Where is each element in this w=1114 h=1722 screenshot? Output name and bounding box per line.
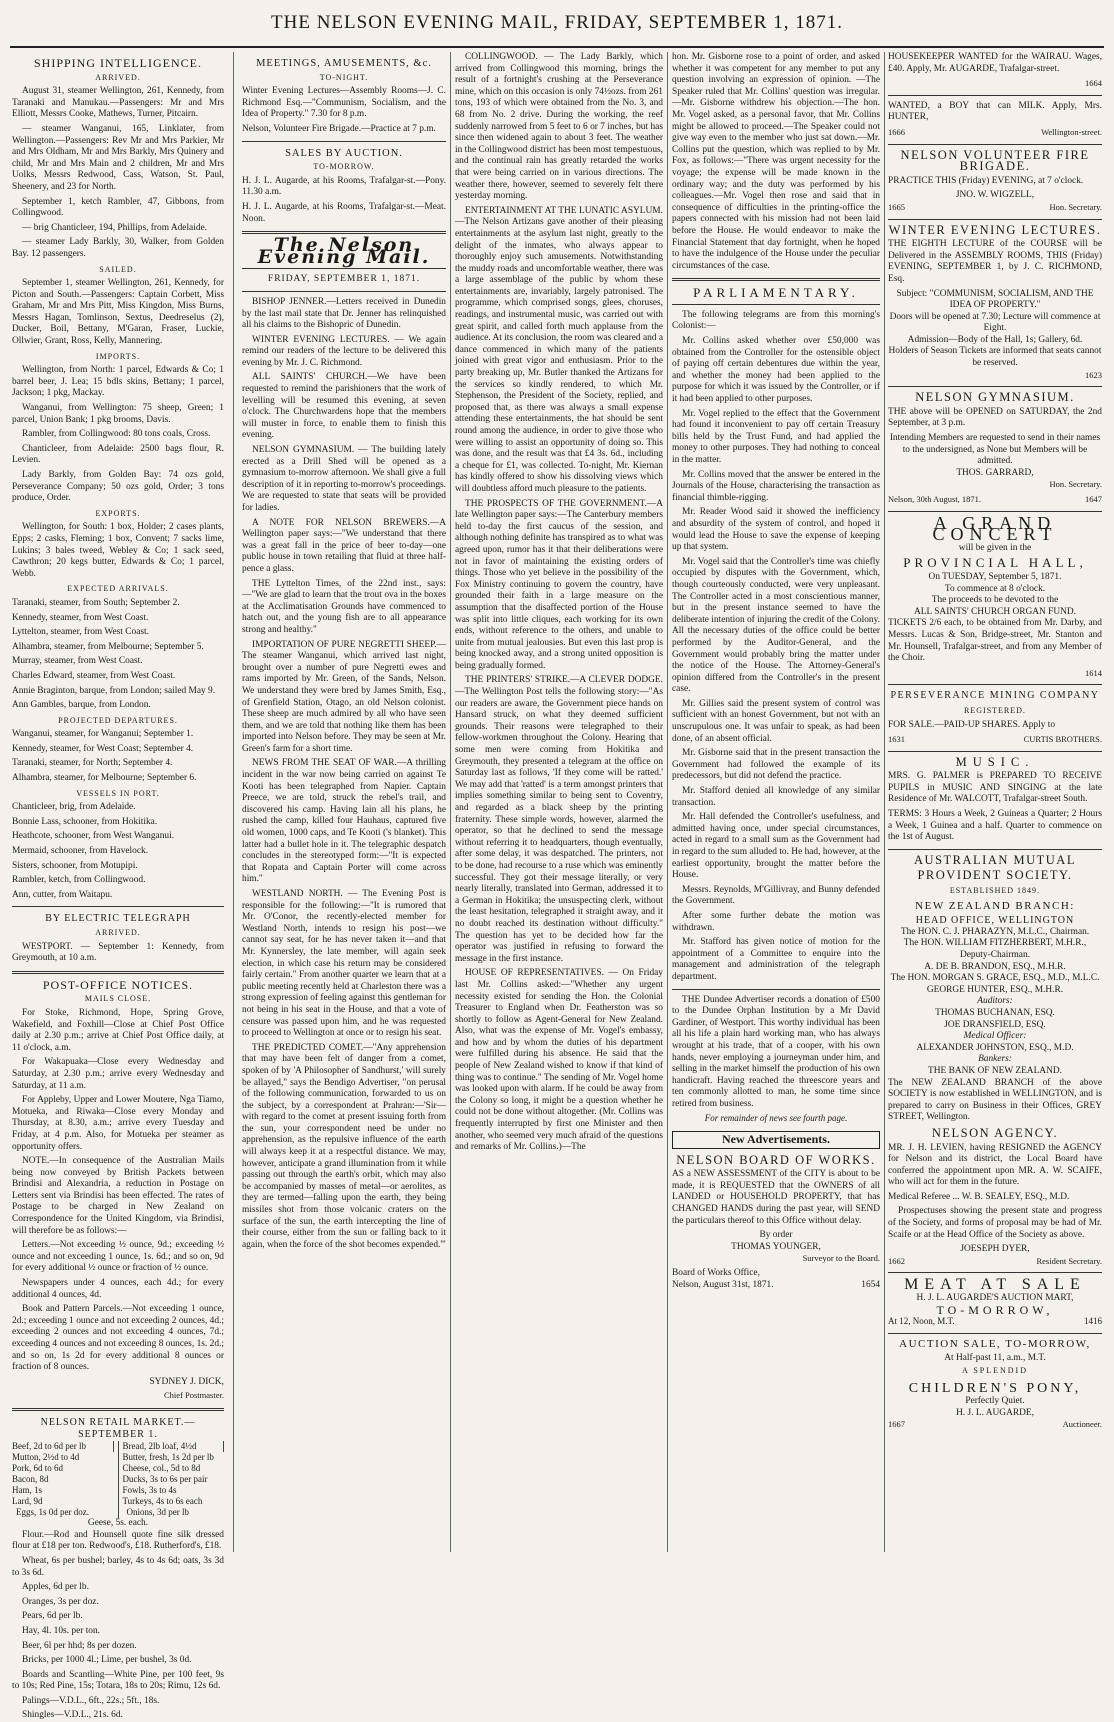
ad-footer	[888, 202, 1102, 214]
column-4	[672, 52, 880, 1552]
news-paragraph: Mr. Vogel replied to the effect that the Government had found it inconvenient to pay off certain Treasury bills held by the Trust Fund, and had applied the money to other purposes. They had nothing to conceal in the matter.	[672, 408, 880, 465]
price-item: Turkeys, 4s to 6s each	[122, 1496, 203, 1507]
masthead-rule	[10, 46, 1104, 48]
ad-line: The HON. C. J. PHARAZYN, M.L.C., Chairman.	[900, 926, 1090, 937]
ad-footer	[672, 1280, 880, 1292]
ad-title: NELSON VOLUNTEER FIRE BRIGADE.	[900, 147, 1090, 174]
news-paragraph: Mr. Collins asked whether over £50,000 was obtained from the Controller for the ostensible object of paying off certain debentures due within the year, and whether the money had been applied to the purpose for which it was issued by the Controller, or if it had been applied to other purposes.	[672, 336, 880, 405]
postal-note: NOTE.—In consequence of the Australian Mails being now conveyed by British Packets between Brindisi and Alexandria, a reduction in Postage on Letters sent via Brindisi has been effected. The rates of Postage to be charged in New Zealand on Correspondence for the United Kingdom, via Brindisi, will therefore be as follows:—	[12, 1156, 224, 1236]
news-paragraph: COLLINGWOOD. — The Lady Barkly, which arrived from Collingwood this morning, brings the result of a fortnight's crushing at the Perseverance mine, which on this occasion is only 74½ozs. from 261 tons, 193 of which were obtained from the No. 3, and 68 from No. 2 drive. During the working, the reef suddenly narrowed from 5 feet to 6 or 7 inches, but has since then widened again to about 3 feet. The weather in the Collingwood district has been most tempestuous, and the continual rain has greatly retarded the works that were being carried on in various directions. The weather there, however, seemed to severely felt there yesterday morning.	[455, 52, 663, 202]
list-item: Charles Edward, steamer, from West Coast.	[12, 670, 176, 681]
list-item: Ann, cutter, from Waitapu.	[12, 889, 113, 900]
list-item: Bonnie Lass, schooner, from Hokitika.	[12, 816, 158, 827]
ad-footer	[888, 734, 1102, 746]
price-column-left	[12, 1441, 119, 1518]
divider	[888, 95, 1102, 96]
divider	[12, 971, 224, 974]
market-entry: Pears, 6d per lb.	[22, 1611, 83, 1622]
divider	[672, 304, 880, 305]
ad-line: PROVINCIAL HALL,	[903, 555, 1087, 571]
column-rule	[450, 52, 451, 1552]
list-item: Chanticleer, brig, from Adelaide.	[12, 802, 136, 813]
export-entry: Wellington, for South: 1 box, Holder; 2 cases plants, Epps; 2 casks, Fleming; 1 box, Convent; 7 sacks lime, Lukins; 3 bales tweed, Webley & Co; 1 sack seed, Cawthron; 20 kegs butter, Edwards & Co; 1 parcel, Webb.	[12, 522, 224, 579]
listing-entry: H. J. L. Augarde, at his Rooms, Trafalgar-st.—Pony. 11.30 a.m.	[242, 175, 446, 198]
price-item: Cheese, col., 5d to 8d	[122, 1463, 201, 1474]
divider	[242, 291, 446, 292]
subsection-label: SAILED.	[99, 264, 137, 274]
ad-body: TICKETS 2/6 each, to be obtained from Mr. Darby, and Messrs. Lucas & Son, Bridge-street, Mr. Stanton and Mr. Hounsell, Trafalgar-street, and from any Member of the Choir.	[888, 618, 1102, 664]
column-5	[888, 52, 1102, 1552]
column-rule	[233, 52, 234, 1552]
ad-line: A. DE B. BRANDON, ESQ., M.H.R.	[924, 961, 1066, 972]
news-paragraph: WESTLAND NORTH. — The Evening Post is responsible for the following:—"It is rumored that Mr. O'Conor, the recently-elected member for Westland North, intends to resign his post—we cannot say seat, for he has never taken it—and that Mr. Kynnersley, the late member, will again seek election, in which case his return may be considered fairly certain." From another quarter we learn that at a public meeting recently held at Charleston there was a strong expression of feeling against this gentleman for not being in his seat in the House, and that a vote of censure was passed upon him, and he was requested to proceed to Wellington at once or to resign his seat.	[242, 889, 446, 1039]
ad-body: WANTED, a BOY that can MILK. Apply, Mrs. HUNTER,	[888, 100, 1102, 123]
price-item: Ducks, 3s to 6s per pair	[122, 1474, 208, 1485]
ad-line: On TUESDAY, September 5, 1871.	[928, 571, 1062, 582]
ad-signature: CURTIS BROTHERS.	[1023, 734, 1102, 745]
column-2	[242, 52, 446, 1552]
ad-line: GEORGE HUNTER, ESQ., M.H.R.	[926, 984, 1064, 995]
ad-title: AUSTRALIAN MUTUAL	[914, 852, 1076, 867]
ad-display-title: MEAT AT SALE	[904, 1276, 1086, 1294]
price-item: Geese, 5s. each.	[87, 1518, 149, 1529]
ad-line: The HON. MORGAN S. GRACE, ESQ., M.D., M.L.C.	[890, 973, 1100, 984]
ad-title: NELSON AGENCY.	[931, 1125, 1059, 1140]
section-title: MEETINGS, AMUSEMENTS, &c.	[256, 58, 432, 69]
ad-line: ESTABLISHED 1849.	[949, 886, 1041, 896]
masthead: THE NELSON EVENING MAIL, FRIDAY, SEPTEMBER 1, 1871.	[271, 12, 843, 33]
ad-title: AUCTION SALE, TO-MORROW,	[899, 1337, 1091, 1350]
section-title: SHIPPING INTELLIGENCE.	[34, 56, 202, 70]
news-paragraph: THE Dundee Advertiser records a donation of £500 to the Dundee Orphan Institution by a Mr David Gardiner, of Westport. This worthy individual has been all his life a plain hard working man, who has always wrought at his trade, that of a cooper, with his own hands, never employing a journeyman under him, and selling in the market himself the production of his own handicraft. Having reached the threescore years and ten commonly allotted to man, he some time since retired from business.	[672, 994, 880, 1109]
shipping-entry: September 1, ketch Rambler, 47, Gibbons, from Collingwood.	[12, 196, 224, 219]
divider	[242, 141, 446, 142]
ad-line: Doors will be opened at 7.30; Lecture will commence at Eight.	[889, 311, 1101, 334]
ad-signature: JNO. W. WIGZELL,	[955, 190, 1035, 201]
list-item: Rambler, ketch, from Collingwood.	[12, 875, 146, 886]
ad-number: 1416	[1084, 1316, 1102, 1327]
price-item: Bread, 2lb loaf, 4½d	[123, 1441, 225, 1452]
ad-line: THOMAS BUCHANAN, ESQ.	[935, 1007, 1055, 1018]
ad-line: ALL SAINTS' CHURCH ORGAN FUND.	[913, 606, 1077, 617]
ad-footer	[888, 494, 1102, 506]
ad-line: Perfectly Quiet.	[965, 1396, 1025, 1407]
ad-line: Medical Officer:	[963, 1031, 1027, 1042]
ad-line: REGISTERED.	[964, 705, 1026, 715]
divider	[672, 989, 880, 990]
ad-footer	[888, 1419, 1102, 1431]
shipping-entry: — steamer Lady Barkly, 30, Walker, from Golden Bay. 12 passengers.	[12, 237, 224, 259]
price-item: Pork, 6d to 6d	[12, 1463, 64, 1474]
ad-line: TO-MORROW,	[936, 1302, 1054, 1317]
price-item: Butter, fresh, 1s 2d per lb	[122, 1452, 214, 1463]
ad-line: To commence at 8 o'clock.	[944, 583, 1046, 594]
subsection-label: EXPECTED ARRIVALS.	[67, 584, 169, 594]
news-paragraph: Messrs. Reynolds, M'Gillivray, and Bunny defended the Government.	[672, 884, 880, 907]
market-entry: Wheat, 6s per bushel; barley, 4s to 4s 6d; oats, 3s 3d to 3s 6d.	[12, 1555, 224, 1578]
ad-line: Board of Works Office,	[672, 1268, 760, 1278]
news-paragraph: Mr. Stafford denied all knowledge of any similar transaction.	[672, 786, 880, 808]
ad-line: H. J. L. AUGARDE'S AUCTION MART,	[916, 1293, 1074, 1304]
mail-entry: For Stoke, Richmond, Hope, Spring Grove, Wakefield, and Foxhill—Close at Chief Post Office daily at 2.30 p.m.; arrive at Chief Post Office daily, at 11 o'clock, a.m.	[12, 1007, 224, 1053]
signature-name: SYDNEY J. DICK,	[149, 1376, 224, 1387]
price-column-right	[119, 1441, 225, 1518]
news-paragraph: THE PREDICTED COMET.—"Any apprehension that may have been felt of danger from a comet, spoken of by 'A Philosopher of Sandhurst,' will surely be allayed," says the Bendigo Advertiser, "on perusal of the following communication, forwarded to us on the subject, by a correspondent at Prahran:—'Sir—with regard to the comet at present issuing forth from the sun, your correspondent need be under no apprehension, as the repulsive influence of the earth will always keep it at a respectful distance. We may, however, anticipate a grand illumination from it while passing out through the earth's orbit, which may also be accompanied by masses of metal—or aerolites, as they are termed—falling upon the earth, they being missiles shot from those volcanic craters on the surface of the sun, the earth intercepting the line of their course, either from the sun or falling back to it again, when the force of the shot becomes expended.'"	[242, 1042, 446, 1250]
ad-line: Wellington-street.	[1041, 126, 1102, 137]
ad-line: Hon. Secretary.	[1049, 479, 1102, 490]
listing-entry: Nelson, Volunteer Fire Brigade.—Practice at 7 p.m.	[242, 123, 436, 134]
ad-line: THE BANK OF NEW ZEALAND.	[928, 1065, 1062, 1076]
price-table	[12, 1441, 224, 1518]
ad-number: 1647	[1085, 494, 1102, 504]
divider	[888, 511, 1102, 512]
ad-line: Surveyor to the Board.	[802, 1253, 880, 1264]
import-entry: Wanganui, from Wellington: 75 sheep, Green; 1 parcel, Union Bank; 1 pkg brooms, Davis.	[12, 403, 224, 425]
price-item: Lard, 9d	[12, 1496, 43, 1507]
divider	[888, 1333, 1102, 1334]
divider	[672, 278, 880, 281]
news-paragraph: Mr. Hall defended the Controller's usefulness, and admitted having once, under special circumstances, acted in regard to a small sum as the Government had in regard to the sum alluded to. He had, however, at the earliest opportunity, brought the matter before the House.	[672, 812, 880, 881]
price-item: Fowls, 3s to 4s	[122, 1485, 177, 1496]
news-paragraph: HOUSE OF REPRESENTATIVES. — On Friday last Mr. Collins asked:—"Whether any urgent necessity existed for sending the Hon. the Colonial Treasurer to England when Dr. Featherston was so shortly to follow as Agent-General for New Zealand. Also, what was the expense of Mr. Vogel's embassy, and how and by whom the duties of his department were fulfilled during his absence. He said that the people of New Zealand wished to know if that kind of thing was to continue." The sending of Mr. Vogel home was looked upon with alarm. If he could be away from the Colony so long, it might be a question whether he could not be done without altogether. (Mr. Collins was frequently interrupted by first one Minister and then another, who seemed very much afraid of the questions and remarks of Mr. Collins.)—The	[455, 968, 663, 1153]
ad-number: 1631	[888, 734, 905, 745]
news-paragraph: Mr. Stafford has given notice of motion for the appointment of a Committee to enquire into the management and administration of the telegraph department.	[672, 937, 880, 982]
ad-date: Nelson, August 31st, 1871.	[672, 1279, 774, 1290]
ad-line: At Half-past 11, a.m., M.T.	[944, 1353, 1046, 1364]
column-3	[455, 52, 663, 1552]
ad-line: A SPLENDID	[961, 1366, 1028, 1375]
list-item: Annie Braginton, barque, from London; sailed May 9.	[12, 685, 216, 696]
subsection-label: TO-MORROW.	[313, 162, 375, 172]
price-item: Onions, 3d per lb	[126, 1507, 189, 1518]
news-paragraph: THE PROSPECTS OF THE GOVERNMENT.—A late Wellington paper says:—The Canterbury members held to-day the first caucus of the session, and although nothing definite has transpired as to what was agreed upon, rumor has it that their deliberations were not in favor of maintaining the existing orders of things. Those who yet believe in the possibility of the Fox Ministry continuing to govern the country, have grounded their faith in a large measure on the assumption that the disaffected portion of the House was split into little cliques, each working for its own ends, without reference to the others, and unable to unite from mutual jealousies. But even this last prop is being knocked away, and a strong united opposition is being gradually formed.	[455, 498, 663, 671]
list-item: Heathcote, schooner, from West Wanganui.	[12, 831, 175, 842]
divider	[12, 1408, 224, 1411]
ad-body: THE EIGHTH LECTURE of the COURSE will be Delivered in the ASSEMBLY ROOMS, THIS (Friday) EVENING, SEPTEMBER 1, by J. C. RICHMOND, Esq.	[888, 239, 1102, 284]
column-rule	[667, 52, 668, 1552]
ad-title: NEW ZEALAND BRANCH:	[915, 899, 1075, 912]
ad-number: 1662	[888, 1255, 905, 1266]
postal-rate: Newspapers under 4 ounces, each 4d.; for every additional 4 ounces, 4d.	[12, 1278, 224, 1300]
listing-entry: H. J. L. Augarde, at his Rooms, Trafalgar-st.—Meat. Noon.	[242, 201, 446, 224]
news-paragraph: THE PRINTERS' STRIKE.—A CLEVER DODGE.—The Wellington Post tells the following story:—"As our readers are aware, the Government piece hands on Hansard struck, on what they deemed sufficient grounds. Their reasons were telegraphed to their fellow-workmen throughout the Colony. Hearing that some men were coming from Hokitika and Greymouth, they presented a telegram at the office on Saturday last as follows, 'If they come will be ratted.' We may add that 'ratted' is a term amongst printers that implies something similar to being sent to Coventry, and regarded as a black sheep by the printing fraternity. These simple words, however, alarmed the operator, so that he declined to send the message without referring it to headquarters, though eventually, after some delay, it was despatched. The printers, not to be done, had recourse to a ruse which was eminently successful. They got their message literally, or very nearly literally, translated into German, addressed it to a German in Hokitika; the unsuspecting clerk, without the least hesitation, telegraphed it straight away, and it no doubt reached its destination without difficulty." The question has yet to be decided how far the operator was justified in refusing to forward the message in the first instance.	[455, 675, 663, 964]
postal-rate: Letters.—Not exceeding ½ ounce, 9d.; exceeding ½ ounce and not exceeding 1 ounce, 1s. 6d.; and so on, 9d for every additional ½ ounce or fraction of ½ ounce.	[12, 1240, 224, 1274]
ad-line: Holders of Season Tickets are informed that seats cannot be reserved.	[888, 346, 1102, 369]
list-item: Sisters, schooner, from Motupipi.	[12, 860, 138, 871]
column-rule	[884, 52, 885, 1552]
ad-line: Bankers:	[978, 1054, 1012, 1065]
price-item: Ham, 1s	[12, 1485, 42, 1496]
list-item: Ann Gambles, barque, from London.	[12, 700, 151, 711]
ad-line: Auctioneer.	[1062, 1419, 1102, 1430]
ad-body: MR. J. H. LEVIEN, having RESIGNED the AGENCY for Nelson and its district, the Local Board have conferred the appointment upon MR. A. W. SCAIFE, who will act for them in the future.	[888, 1142, 1102, 1188]
news-paragraph: BISHOP JENNER.—Letters received in Dunedin by the last mail state that Dr. Jenner has relinquished all his claims to the Bishopric of Dunedin.	[242, 296, 446, 331]
subsection-label: PROJECTED DEPARTURES.	[58, 715, 178, 725]
ad-number: 1666	[888, 126, 905, 137]
ad-signature: JOESEPH DYER,	[960, 1244, 1030, 1255]
ad-line: JOE DRANSFIELD, ESQ.	[944, 1019, 1046, 1030]
mail-entry: For Wakapuaka—Close every Wednesday and Saturday, at 2.30 p.m.; arrive every Wednesday and Saturday, at 11 a.m.	[12, 1057, 224, 1091]
ad-body: Prospectuses showing the present state and progress of the Society, and forms of proposal may be had of Mr. Scaife or at the Head Office of the Society as above.	[888, 1206, 1102, 1240]
market-entry: Palings—V.D.L., 6ft., 22s.; 5ft., 18s.	[22, 1695, 160, 1706]
section-title: PARLIAMENTARY.	[693, 285, 859, 301]
list-item: Alhambra, steamer, for Melbourne; September 6.	[12, 773, 197, 784]
ad-line: Auditors:	[977, 996, 1013, 1007]
postal-rate: Book and Pattern Parcels.—Not exceeding 1 ounce, 2d.; exceeding 1 ounce and not exceeding 2 ounces, 4d.; exceeding 2 ounces and not exceeding 4 ounces, 7d.; exceeding 4 ounces and not exceeding 8 ounces, 1s. 2d.; and so on, 1s 2d for every additional 8 ounces or fraction of 8 ounces.	[12, 1304, 224, 1373]
divider	[12, 906, 224, 907]
market-entry: Bricks, per 1000 4l.; Lime, per bushel, 3s 0d.	[22, 1655, 192, 1666]
listing-entry: Winter Evening Lectures—Assembly Rooms—J. C. Richmond Esq.—"Communism, Socialism, and the Idea of Property." 7.30 for 8 p.m.	[242, 86, 446, 120]
news-paragraph: Mr. Vogel said that the Controller's time was chiefly occupied by disputes with the Government, which, though courteously conducted, were very unpleasant. The Controller acted in a most conscientious manner, but in the present instance seemed to have the deliberate intention of injuring the credit of the Colony. All the necessary duties of the office could be better performed by the Auditor-General, and the Government would probably bring the matter under the notice of the House. The Attorney-General's opinion differed from the Controller's in the present case.	[672, 556, 880, 695]
section-title: BY ELECTRIC TELEGRAPH	[45, 913, 191, 925]
ad-body: MRS. G. PALMER is PREPARED TO RECEIVE PUPILS in MUSIC AND SINGING at the late Residence of Mr. WALCOTT, Trafalgar-street South.	[888, 771, 1102, 805]
issue-date: FRIDAY, SEPTEMBER 1, 1871.	[267, 274, 421, 285]
mail-entry: For Appleby, Upper and Lower Moutere, Nga Tiamo, Motueka, and Riwaka—Close every Monday and Thursday, at 8.30, a.m.; arrive every Tuesday and Friday, at 4 p.m. Also, for Motueka per steamer as opportunity offers.	[12, 1095, 224, 1152]
telegraph-entry: WESTPORT. — September 1: Kennedy, from Greymouth, at 10 a.m.	[12, 941, 224, 964]
section-title: POST-OFFICE NOTICES.	[42, 977, 194, 992]
divider	[242, 268, 446, 269]
ad-title: MUSIC.	[955, 754, 1035, 769]
ad-display-title: A GRAND CONCERT	[932, 512, 1058, 545]
ad-body: PRACTICE THIS (Friday) EVENING, at 7 o'clock.	[888, 175, 1084, 186]
ad-number: 1667	[888, 1419, 905, 1430]
ad-line: Hon. Secretary.	[1049, 201, 1102, 212]
subsection-label: VESSELS IN PORT.	[76, 788, 160, 798]
list-item: Kennedy, steamer, for West Coast; September 4.	[12, 743, 194, 754]
list-item: Mermaid, schooner, from Havelock.	[12, 846, 149, 857]
market-entry: Boards and Scantling—White Pine, per 100 feet, 9s to 10s; Red Pine, 15s; Totara, 18s to 20s; Rimu, 12s 6d.	[12, 1669, 224, 1692]
news-paragraph: hon. Mr. Gisborne rose to a point of order, and asked whether it was competent for any member to put any question involving an expression of opinion. —The Speaker ruled that Mr. Collins' question was irregular.—Mr. Gisborne withdrew his objection.—The hon. Mr. Vogel asked, as a personal favor, that Mr. Collins might be allowed to proceed.—The Speaker could not give way even to the member who just sat down.—Mr. Collins put the question, which was replied to by Mr. Fox, as follows:—"There was urgent necessity for the voyage; the expense will be made known in the ordinary way; and the duty was performed by his colleagues.—Mr. Vogel then rose and said that in consequence of difficulties in the printing-office the papers connected with his mission had not been laid before the House. He would endeavor to make the Financial Statement that day fortnight, when he hoped to have the indulgence of the House under the peculiar circumstances of the case.	[672, 52, 880, 271]
ad-body: THE above will be OPENED on SATURDAY, the 2nd September, at 3 p.m.	[888, 406, 1102, 429]
news-paragraph: Mr. Gillies said the present system of control was sufficient with an honest Government, but not with an unscrupulous one. It was unfair to speak, as had been done, of an absent official.	[672, 698, 880, 744]
ad-body: Medical Referee ... W. B. SEALEY, ESQ., M.D.	[888, 1191, 1070, 1202]
ad-signature: THOMAS YOUNGER,	[731, 1241, 821, 1252]
market-entry: Flour.—Rod and Hounsell quote fine silk dressed flour at £18 per ton. Redwood's, £18. Rutherford's, £18.	[12, 1529, 224, 1552]
ad-line: By order	[759, 1230, 793, 1241]
list-item: Taranaki, steamer, for North; September 4.	[12, 758, 173, 769]
ad-line: will be given in the	[958, 542, 1032, 553]
news-paragraph: IMPORTATION OF PURE NEGRETTI SHEEP.—The steamer Wanganui, which arrived last night, brought over a number of pure Negretti ewes and rams imported by Mr. Green, of the Sands, Nelson. We understand they were bred by James Smith, Esq., of Grenfield Station, Otago, an old Nelson colonist. These sheep are much admired by all who have seen them, and we are told that nothing like them has been imported into Nelson before. They may be seen at Mr. Green's farm for a short time.	[242, 639, 446, 754]
ad-title: PROVIDENT SOCIETY.	[917, 868, 1073, 883]
news-paragraph: Mr. Collins moved that the answer be entered in the Journals of the House, characterising the transaction as financial thimble-rigging.	[672, 469, 880, 503]
news-paragraph: The following telegrams are from this morning's Colonist:—	[672, 309, 880, 332]
news-paragraph: Mr. Reader Wood said it showed the inefficiency and absurdity of the system of control, and hoped it would lead the House to save the expense of keeping up that system.	[672, 507, 880, 553]
list-item: Lyttelton, steamer, from West Coast.	[12, 627, 149, 638]
ad-body: FOR SALE.—PAID-UP SHARES. Apply to	[888, 719, 1056, 730]
ad-line: At 12, Noon, M.T.	[888, 1316, 955, 1327]
import-entry: Chanticleer, from Adelaide: 2500 bags flour, R. Levien.	[12, 443, 224, 466]
list-item: Wanganui, steamer, for Wanganui; September 1.	[12, 729, 194, 740]
news-paragraph: A NOTE FOR NELSON BREWERS.—A Wellington paper says:—"We understand that there was a great fall in the price of beer to-day—one public house in town retailing that fluid at three half-pence a glass.	[242, 517, 446, 574]
price-item: Bacon, 8d	[12, 1474, 49, 1485]
ad-number: 1623	[1085, 369, 1102, 380]
ad-line: Subject: "COMMUNISM, SOCIALISM, AND THE IDEA OF PROPERTY."	[896, 288, 1094, 311]
ad-line: Intending Members are requested to send in their names to the undersigned, as None but Members will be admitted.	[889, 433, 1101, 467]
divider	[888, 219, 1102, 220]
market-entry: Shingles—V.D.L., 21s. 6d.	[22, 1710, 123, 1721]
market-entry: Apples, 6d per lb.	[22, 1582, 89, 1593]
new-ads-banner: New Advertisements.	[672, 1131, 880, 1149]
ad-title: WINTER EVENING LECTURES.	[888, 222, 1102, 237]
newspaper-flag: The Nelson Evening Mail.	[257, 234, 431, 268]
ad-line: Admission—Body of the Hall, 1s; Gallery, 6d.	[907, 334, 1083, 345]
divider	[888, 1272, 1102, 1273]
divider	[888, 751, 1102, 752]
shipping-entry: September 1, steamer Wellington, 261, Kennedy, for Picton and South.—Passengers: Captain Corbett, Miss Graham, Mr and Mrs Pitt, Miss Kingdon, Miss Burns, Messrs Hagan, Tomlinson, Sextus, Deedreselus (2), Ducker, Boil, Bettany, M'Garan, Fraser, Luckie, Ollwier, Grant, Ross, Kelly, Mannering.	[12, 278, 224, 347]
subsection-label: ARRIVED.	[95, 928, 141, 937]
ad-body: HOUSEKEEPER WANTED for the WAIRAU. Wages, £40. Apply, Mr. AUGARDE, Trafalgar-street.	[888, 52, 1102, 74]
divider	[888, 684, 1102, 685]
continuation-note: For remainder of news see fourth page.	[704, 1113, 848, 1124]
market-entry: Oranges, 3s per doz.	[22, 1596, 99, 1607]
ad-number: 1654	[861, 1279, 880, 1290]
price-item: Eggs, 1s 0d per doz.	[16, 1507, 89, 1518]
list-item: Alhambra, steamer, from Melbourne; September 5.	[12, 641, 204, 652]
ad-footer	[888, 1316, 1102, 1328]
subsection-label: EXPORTS.	[95, 508, 141, 518]
news-paragraph: ALL SAINTS' CHURCH.—We have been requested to remind the parishioners that the work of levelling will be resumed this evening, at seven o'clock. The Churchwardens hope that the members will muster in force, to enable them to finish this evening.	[242, 372, 446, 441]
list-item: Taranaki, steamer, from South; September 2.	[12, 597, 180, 608]
news-paragraph: ENTERTAINMENT AT THE LUNATIC ASYLUM.—The Nelson Artizans gave another of their pleasing entertainments at the asylum last night, greatly to the delight of the inmates, who always appear to thoroughly enjoy such amusements. Notwithstanding the muddy roads and uncomfortable weather, there was a large assemblage of the public by whom these entertainments are, invariably, largely patronised. The programme, which comprised songs, glees, choruses, readings, and instrumental music, was carried out with great spirit, and called forth much applause from the audience. At its conclusion, the room was cleared and a dance commenced in which many of the patients joined with great vigor and enthusiasm. Prior to the party breaking up, Mr. Butler thanked the Artizans for the services so kindly rendered, to which Mr. Stephenson, the President of the Society, replied, and proposed that, as there was always a small expense attending these entertainments, the hat should be sent round among the audience, in order to give those who were willing to assist an opportunity of doing so. This was done, and the result was that £4 3s. 6d., including a cheque for £1, was collected. To-night, Mr. Kiernan has kindly offered to show his dissolving views which will doubtless afford much pleasure to the patients.	[455, 205, 664, 494]
subsection-label: MAILS CLOSE.	[84, 994, 152, 1004]
import-entry: Lady Barkly, from Golden Bay: 74 ozs gold, Perseverance Company; 50 ozs gold, Order; 3 tons produce, Order.	[12, 470, 224, 504]
ad-body: TERMS: 3 Hours a Week, 2 Guineas a Quarter; 2 Hours a Week, 1 Guinea and a half. Quarter to commence on the 1st of August.	[888, 809, 1102, 843]
ad-line: ALEXANDER JOHNSTON, ESQ., M.D.	[916, 1042, 1074, 1053]
ad-signature: THOS. GARRARD,	[956, 467, 1034, 478]
section-title: NELSON RETAIL MARKET.—SEPTEMBER 1.	[40, 1416, 196, 1440]
news-paragraph: NELSON GYMNASIUM. — The building lately erected as a Drill Shed will be opened as a gymnasium to-morrow afternoon. We shall give a full description of it in reporting to-morrow's proceedings. We are requested to state that seats will be provided for ladies.	[242, 445, 446, 513]
ad-title: NELSON BOARD OF WORKS.	[676, 1152, 876, 1167]
signature-title: Chief Postmaster.	[164, 1390, 224, 1401]
section-title: SALES BY AUCTION.	[285, 147, 403, 159]
ad-signature: H. J. L. AUGARDE,	[956, 1407, 1034, 1418]
shipping-entry: — steamer Wanganui, 165, Linklater, from Wellington.—Passengers: Rev Mr and Mrs Parkier, Mr and Mrs Oldham, Mr and Mrs Barkly, Mrs Quinery and child, Mr and Mrs Main and 2 children, Mr and Mrs Uolks, Messrs Redwood, Cass, Watson, St. Paul, Sheenery, and 23 for North.	[12, 123, 224, 192]
news-paragraph: Mr. Gisborne said that in the present transaction the Government had followed the example of its predecessors, but did not defend the practice.	[672, 748, 880, 782]
column-1	[12, 52, 224, 1721]
news-paragraph: THE Lyttelton Times, of the 22nd inst., says:—"We are glad to learn that the trout ova in the boxes at the Acclimatisation Grounds have commenced to hatch out, and the young fish are to all appearance strong and healthy."	[242, 578, 446, 635]
divider	[888, 386, 1102, 387]
ad-footer	[888, 127, 1102, 139]
subsection-label: TO-NIGHT.	[319, 72, 369, 82]
ad-line: The HON. WILLIAM FITZHERBERT, M.H.R., Deputy-Chairman.	[903, 938, 1087, 960]
price-item: Mutton, 2½d to 4d	[12, 1452, 80, 1463]
ad-line: HEAD OFFICE, WELLINGTON	[915, 915, 1075, 927]
ad-title: NELSON GYMNASIUM.	[915, 390, 1075, 405]
ad-line: The proceeds to be devoted to the	[931, 595, 1059, 606]
ad-body: AS a NEW ASSESSMENT of the CITY is about to be made, it is REQUESTED that the OWNERS of all LANDED or HOUSEHOLD PROPERTY, that has CHANGED HANDS during the past year, will SEND the particulars thereof to this Office without delay.	[672, 1169, 880, 1226]
subsection-label: IMPORTS.	[95, 351, 141, 361]
import-entry: Rambler, from Collingwood: 80 tons coals, Cross.	[22, 429, 211, 440]
ad-date: Nelson, 30th August, 1871.	[888, 494, 982, 504]
market-entry: Beer, 6l per hhd; 8s per dozen.	[22, 1640, 137, 1651]
ad-footer	[888, 1256, 1102, 1268]
ad-line: Resident Secretary.	[1036, 1255, 1102, 1266]
divider	[888, 144, 1102, 145]
ad-number: 1614	[1085, 667, 1102, 678]
price-item: Beef, 2d to 6d per lb	[12, 1441, 114, 1452]
shipping-entry: — brig Chanticleer, 194, Phillips, from Adelaide.	[22, 222, 208, 233]
subsection-label: ARRIVED.	[95, 72, 141, 82]
market-entry: Hay, 4l. 10s. per ton.	[22, 1625, 101, 1636]
ad-body: The NEW ZEALAND BRANCH of the above SOCIETY is now established in WELLINGTON, and is prepared to carry on Business in their Offices, GREY STREET, Wellington.	[888, 1077, 1102, 1123]
news-paragraph: After some further debate the motion was withdrawn.	[672, 910, 880, 933]
shipping-entry: August 31, steamer Wellington, 261, Kennedy, from Taranaki and Manukau.—Passengers: Mr and Mrs Elliott, Messrs Cooke, Mathews, Turner, Pitcairn.	[12, 86, 224, 120]
news-paragraph: WINTER EVENING LECTURES. — We again remind our readers of the lecture to be delivered this evening by Mr. J. C. Richmond.	[242, 334, 446, 368]
ad-title: PERSEVERANCE MINING COMPANY	[890, 690, 1100, 702]
import-entry: Wellington, from North: 1 parcel, Edwards & Co; 1 barrel beer, J. Lea; 15 bdls skins, Bettany; 1 parcel, Jackson; 1 pkg, Mackay.	[12, 365, 224, 399]
ad-display-title: CHILDREN'S PONY,	[908, 1380, 1082, 1396]
ad-number: 1665	[888, 201, 905, 212]
news-paragraph: NEWS FROM THE SEAT OF WAR.—A thrilling incident in the war now being carried on against Te Kooti has been telegraphed from Napier. Captain Preece, we are told, struck the rebel's trail, and discovered his camp. Having lain all his plans, he rushed the camp, killed four Hauhaus, captured five old women, 1000 caps, and Te Kooti ('s blanket). This latter had a bullet hole in it. The telegraphic despatch concludes in the stereotyped form:—"It is expected that Ropata and Captain Porter will come across him."	[242, 758, 446, 885]
list-item: Kennedy, steamer, from West Coast.	[12, 612, 149, 623]
divider	[888, 849, 1102, 850]
list-item: Murray, steamer, from West Coast.	[12, 656, 143, 667]
ad-number: 1664	[1085, 78, 1102, 89]
